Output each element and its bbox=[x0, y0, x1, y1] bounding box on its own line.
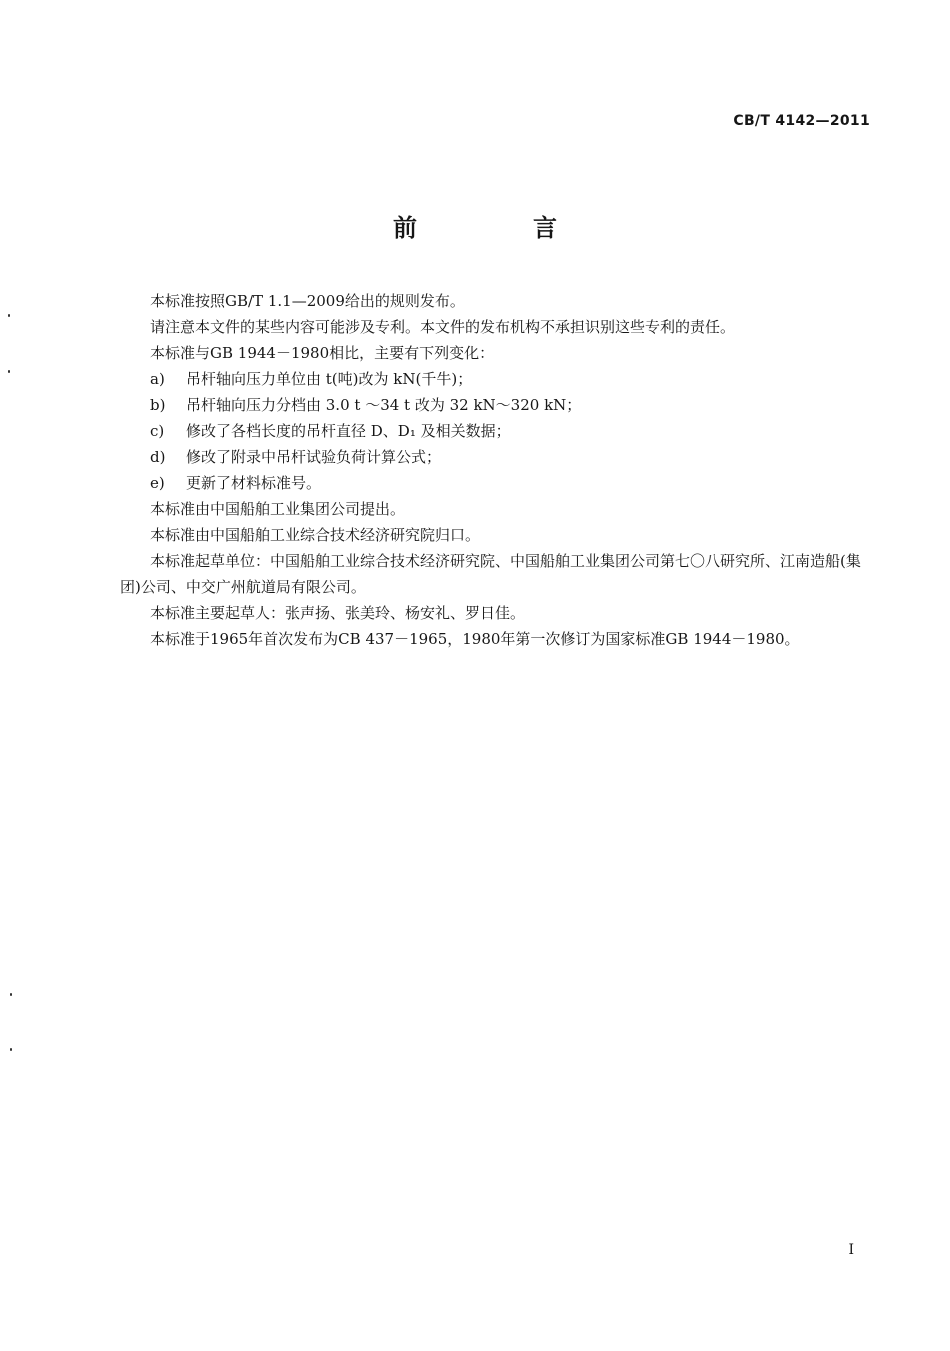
paragraph: 请注意本文件的某些内容可能涉及专利。本文件的发布机构不承担识别这些专利的责任。 bbox=[150, 318, 736, 336]
list-item bbox=[120, 392, 875, 418]
page-title: 前 言 bbox=[393, 214, 603, 242]
paragraph: 本标准起草单位：中国船舶工业综合技术经济研究院、中国船舶工业集团公司第七〇八研究所、江南造船(集团)公司、中交广州航道局有限公司。 bbox=[120, 552, 861, 596]
list-item bbox=[120, 418, 875, 444]
list-item-text: 吊杆轴向压力单位由 t(吨)改为 kN(千牛)； bbox=[186, 370, 473, 388]
scan-speck bbox=[8, 370, 10, 373]
paragraph: 本标准于1965年首次发布为CB 437－1965，1980年第一次修订为国家标准GB 1944－1980。 bbox=[150, 630, 800, 648]
list-item-text: 修改了附录中吊杆试验负荷计算公式； bbox=[186, 448, 442, 466]
list-item-text: 修改了各档长度的吊杆直径 D、D₁ 及相关数据； bbox=[186, 422, 511, 440]
paragraph: 本标准由中国船舶工业集团公司提出。 bbox=[150, 500, 406, 518]
standard-code: CB/T 4142—2011 bbox=[733, 113, 870, 129]
list-item bbox=[120, 470, 875, 496]
list-item-text: 吊杆轴向压力分档由 3.0 t ～34 t 改为 32 kN～320 kN； bbox=[186, 396, 582, 414]
scan-speck bbox=[10, 993, 12, 996]
list-item-label: d) bbox=[150, 448, 166, 466]
paragraph: 本标准由中国船舶工业综合技术经济研究院归口。 bbox=[150, 526, 481, 544]
scan-speck bbox=[8, 314, 10, 317]
paragraph: 本标准按照GB/T 1.1—2009给出的规则发布。 bbox=[150, 292, 465, 310]
list-item-text: 更新了材料标准号。 bbox=[186, 474, 322, 492]
list-item bbox=[120, 366, 875, 392]
paragraph: 本标准主要起草人：张声扬、张美玲、杨安礼、罗日佳。 bbox=[150, 604, 526, 622]
scan-speck bbox=[10, 1048, 12, 1051]
list-item-label: c) bbox=[150, 422, 165, 440]
page-number: I bbox=[848, 1242, 854, 1258]
list-item-label: e) bbox=[150, 474, 165, 492]
list-item-label: b) bbox=[150, 396, 166, 414]
paragraph: 本标准与GB 1944－1980相比，主要有下列变化： bbox=[150, 344, 495, 362]
list-item-label: a) bbox=[150, 370, 165, 388]
list-item bbox=[120, 444, 875, 470]
foreword-body bbox=[120, 288, 875, 652]
